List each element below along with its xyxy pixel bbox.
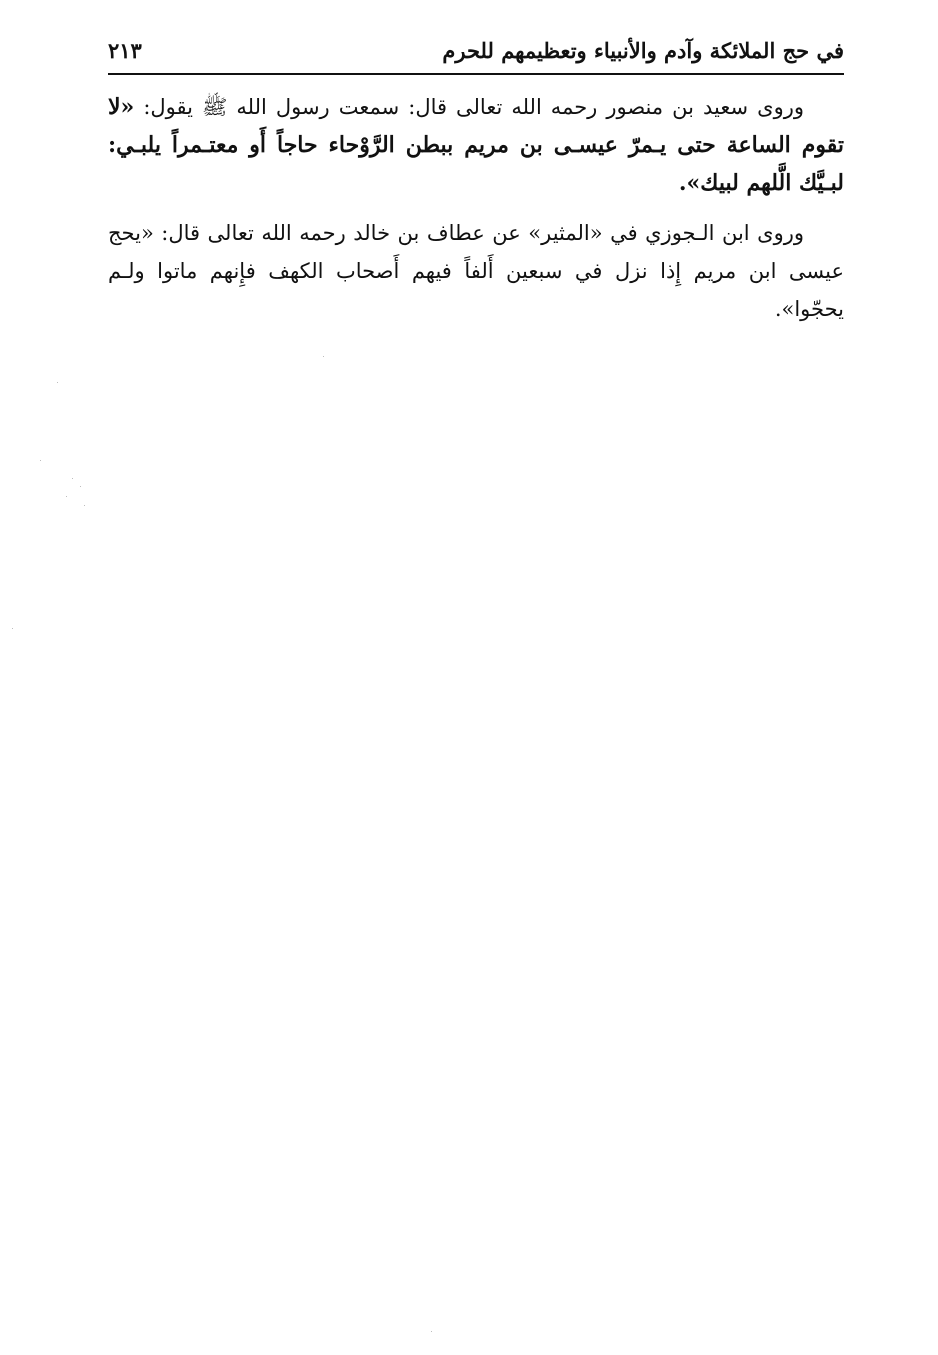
paragraph-2 <box>108 214 844 328</box>
page-number: ٢١٣ <box>108 38 142 63</box>
scan-speck <box>80 486 81 487</box>
scan-speck <box>323 356 324 357</box>
scan-speck <box>66 496 67 497</box>
scan-speck <box>84 505 85 506</box>
running-title: في حج الملائكة وآدم والأنبياء وتعظيمهم للحرم <box>442 38 844 63</box>
paragraph-1 <box>108 88 844 202</box>
page-header <box>108 34 844 72</box>
body-text <box>108 88 844 340</box>
scan-speck <box>57 382 58 383</box>
paragraph-1-intro: وروى سعيد بن منصور رحمه الله تعالى قال: سمعت رسول الله ﷺ يقول: <box>134 95 804 119</box>
paragraph-1-hadith-quote: «لا تقوم الساعة حتى يـمرّ عيسـى بن مريم ببطن الرَّوْحاء حاجاً أَو معتـمراً يلبـي: لبـيَّك الَّلهم لبيك». <box>108 94 844 196</box>
scan-speck <box>72 478 73 479</box>
header-rule <box>108 73 844 75</box>
scan-speck <box>431 1331 432 1332</box>
paragraph-2-rest: «يحج عيسى ابن مريم إِذا نزل في سبعين أَلفاً فيهم أَصحاب الكهف فإِنهم ماتوا ولـم يحجّوا». <box>108 221 844 321</box>
paragraph-2-intro: وروى ابن الـجوزي في «المثير» عن عطاف بن خالد رحمه الله تعالى قال: <box>153 221 804 245</box>
scan-speck <box>40 460 41 461</box>
scan-speck <box>12 628 13 629</box>
